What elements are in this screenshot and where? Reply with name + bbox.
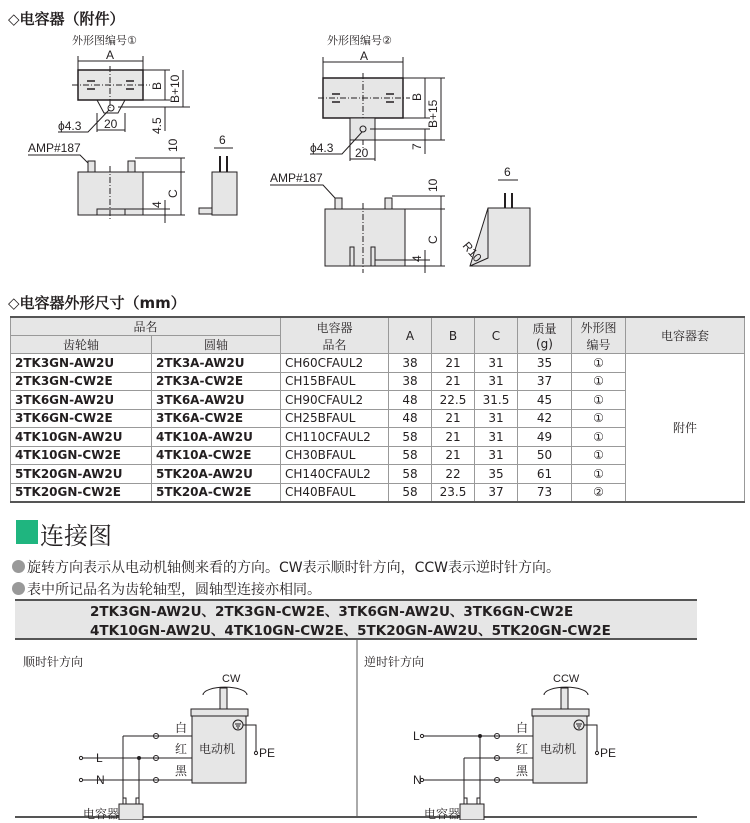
cell: ① (572, 372, 626, 391)
bullet-icon (12, 560, 25, 573)
cell: 31 (475, 446, 518, 465)
fig1-label: 外形图编号① (72, 35, 137, 47)
cell: 37 (518, 372, 572, 391)
cell: 31.5 (475, 391, 518, 410)
th-mass: 质量 (g) (518, 317, 572, 354)
bullet-icon (12, 582, 25, 595)
l-terminal: L (96, 751, 103, 765)
l-terminal: L (413, 729, 420, 743)
capacitor-label: 电容器 (424, 807, 461, 820)
cell: 4TK10A-AW2U (152, 428, 281, 447)
dim-c: C (166, 189, 180, 198)
dim-10b: 10 (426, 178, 440, 192)
cell: 42 (518, 409, 572, 428)
th-round: 圆轴 (152, 336, 281, 354)
dim-20b: 20 (355, 146, 369, 160)
rotation-label: CCW (553, 673, 580, 685)
cell: 58 (389, 483, 432, 502)
dim-a2: A (360, 49, 369, 63)
motor-label: 电动机 (199, 742, 236, 756)
dim-7: 7 (410, 143, 424, 150)
cell: CH40BFAUL (281, 483, 389, 502)
th-fig: 外形图 编号 (572, 317, 626, 354)
cell: CH30BFAUL (281, 446, 389, 465)
th-c: C (475, 317, 518, 354)
dim-10: 10 (166, 138, 180, 152)
fig2-label: 外形图编号② (327, 35, 392, 47)
cell: 2TK3A-AW2U (152, 354, 281, 373)
cell: CH15BFAUL (281, 372, 389, 391)
table-row (11, 354, 745, 373)
cell: 31 (475, 354, 518, 373)
cell: 21 (432, 354, 475, 373)
cell: ① (572, 409, 626, 428)
cell: ① (572, 428, 626, 447)
cell: 58 (389, 446, 432, 465)
cell: 3TK6GN-CW2E (11, 409, 152, 428)
cell: 37 (475, 483, 518, 502)
cell: 22.5 (432, 391, 475, 410)
pe-label: PE (600, 746, 617, 760)
cell: 48 (389, 391, 432, 410)
cell: ① (572, 465, 626, 484)
amp-label2: AMP#187 (270, 171, 323, 185)
ccw-diagram (364, 654, 616, 820)
cell: ① (572, 446, 626, 465)
note-1: 旋转方向表示从电动机轴侧来看的方向。CW表示顺时针方向，CCW表示逆时针方向。 (12, 557, 560, 577)
cell: 58 (389, 428, 432, 447)
section-marker (16, 520, 38, 544)
th-b: B (432, 317, 475, 354)
cell: 4TK10GN-CW2E (11, 446, 152, 465)
cell: CH25BFAUL (281, 409, 389, 428)
th-a: A (389, 317, 432, 354)
dim-r10: R10 (459, 238, 485, 265)
wire-black: 黑 (175, 764, 188, 778)
dim-6b: 6 (504, 165, 511, 179)
cell: 21 (432, 372, 475, 391)
cell: 3TK6GN-AW2U (11, 391, 152, 410)
cell: 5TK20GN-CW2E (11, 483, 152, 502)
cell: 22 (432, 465, 475, 484)
wire-white: 白 (516, 721, 529, 735)
cell: CH60CFAUL2 (281, 354, 389, 373)
cell: 73 (518, 483, 572, 502)
cell: 31 (475, 428, 518, 447)
cell: 2TK3GN-CW2E (11, 372, 152, 391)
wiring-diagrams (15, 640, 697, 820)
capacitor-icon (460, 804, 484, 820)
wire-red: 红 (175, 742, 188, 756)
capacitor-side-view (212, 172, 237, 215)
cell: 35 (475, 465, 518, 484)
capacitor-label: 电容器 (83, 807, 120, 820)
cell: 21 (432, 409, 475, 428)
cell: 50 (518, 446, 572, 465)
panel-title: 顺时针方向 (23, 655, 84, 669)
wire-white: 白 (175, 721, 188, 735)
cell: 58 (389, 465, 432, 484)
cell: 3TK6A-AW2U (152, 391, 281, 410)
cell: 21 (432, 446, 475, 465)
cell: 2TK3GN-AW2U (11, 354, 152, 373)
capacitor-icon (119, 804, 143, 820)
cell: 5TK20GN-AW2U (11, 465, 152, 484)
cell: ① (572, 354, 626, 373)
cell: 2TK3A-CW2E (152, 372, 281, 391)
cell: 21 (432, 428, 475, 447)
cell: 45 (518, 391, 572, 410)
cell: CH90CFAUL2 (281, 391, 389, 410)
dim-4b: 4 (410, 255, 424, 262)
cell: 38 (389, 354, 432, 373)
dim-6: 6 (219, 133, 226, 147)
cell: 49 (518, 428, 572, 447)
dim-4: 4 (150, 201, 164, 208)
capacitor-set-cell: 附件 (626, 354, 745, 503)
cell: 5TK20A-CW2E (152, 483, 281, 502)
cell: 48 (389, 409, 432, 428)
wire-black: 黑 (516, 764, 529, 778)
cell: 3TK6A-CW2E (152, 409, 281, 428)
dim-20: 20 (104, 117, 118, 131)
cell: 38 (389, 372, 432, 391)
cell: ② (572, 483, 626, 502)
section-title-capacitor: ◇电容器（附件） (8, 10, 125, 28)
cell: 35 (518, 354, 572, 373)
panel-title: 逆时针方向 (364, 655, 425, 669)
dim-b15: B+15 (426, 99, 440, 128)
n-terminal: N (413, 773, 422, 787)
cell: 4TK10A-CW2E (152, 446, 281, 465)
dim-c2: C (426, 235, 440, 244)
cell: CH140CFAUL2 (281, 465, 389, 484)
th-cap: 电容器 品名 (281, 317, 389, 354)
n-terminal: N (96, 773, 105, 787)
model-list: 2TK3GN-AW2U、2TK3GN-CW2E、3TK6GN-AW2U、3TK6GN-CW2E 4TK10GN-AW2U、4TK10GN-CW2E、5TK20GN-AW2U、5TK20GN-CW2E (15, 599, 697, 640)
dim-phi2: ϕ4.3 (310, 141, 334, 155)
cell: ① (572, 391, 626, 410)
motor-shaft (561, 688, 568, 709)
dim-b: B (150, 81, 164, 90)
amp-label: AMP#187 (28, 141, 81, 155)
motor-label: 电动机 (540, 742, 577, 756)
section-title-wiring: 连接图 (40, 522, 112, 550)
cell: 31 (475, 372, 518, 391)
cell: 31 (475, 409, 518, 428)
cell: 61 (518, 465, 572, 484)
section-title-dimensions: ◇电容器外形尺寸（mm） (8, 294, 186, 312)
dim-a: A (106, 48, 115, 62)
wire-red: 红 (516, 742, 529, 756)
dim-b2: B (410, 92, 424, 101)
capacitor-outline-drawings (0, 28, 750, 290)
dim-45: 4.5 (150, 117, 164, 134)
pe-label: PE (259, 746, 276, 760)
cell: CH110CFAUL2 (281, 428, 389, 447)
capacitor-spec-table (10, 316, 745, 503)
dim-b10: B+10 (168, 74, 182, 103)
note-2: 表中所记品名为齿轮轴型，圆轴型连接亦相同。 (12, 579, 321, 599)
th-gear: 齿轮轴 (11, 336, 152, 354)
rotation-label: CW (222, 673, 241, 685)
th-set: 电容器套 (626, 317, 745, 354)
motor-shaft (220, 688, 227, 709)
cell: 23.5 (432, 483, 475, 502)
th-name: 品名 (11, 317, 281, 336)
cell: 4TK10GN-AW2U (11, 428, 152, 447)
cw-diagram (23, 654, 275, 820)
dim-phi: ϕ4.3 (58, 119, 82, 133)
cell: 5TK20A-AW2U (152, 465, 281, 484)
